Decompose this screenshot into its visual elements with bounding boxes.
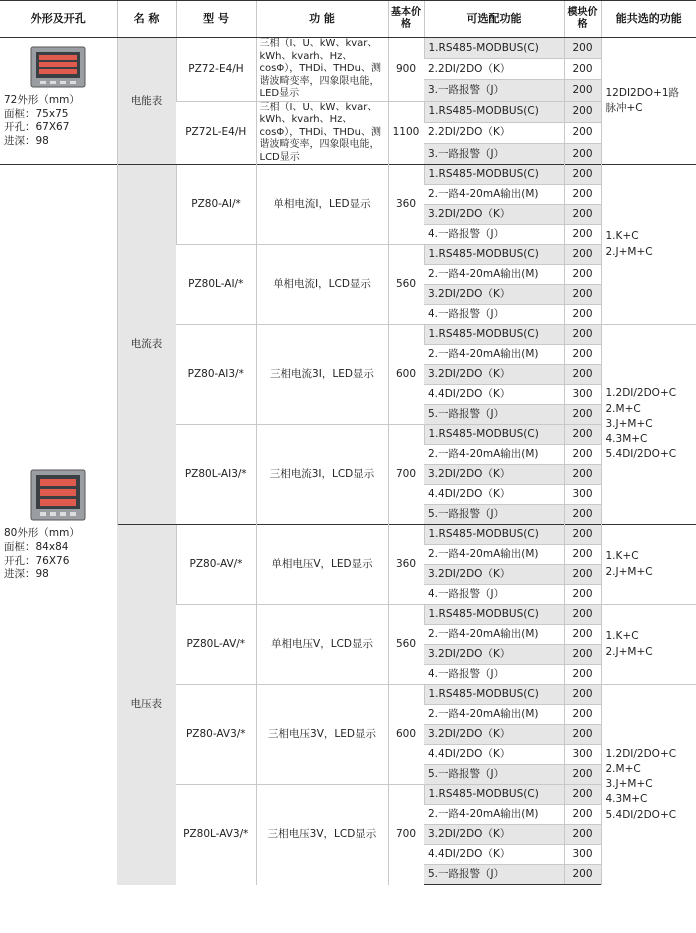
module-price-cell: 200 [564, 185, 601, 205]
combo-line: 1.K+C [605, 230, 639, 243]
combo-line: 5.4DI/2DO+C [605, 448, 677, 461]
model-cell: PZ80L-AV3/* [176, 785, 256, 885]
option-cell: 5.一路报警（J） [424, 865, 564, 885]
option-cell: 2.一路4-20mA输出(M) [424, 705, 564, 725]
option-cell: 4.一路报警（J） [424, 585, 564, 605]
option-cell: 1.RS485-MODBUS(C) [424, 325, 564, 345]
combo-line: 12DI2DO+1路 [605, 86, 680, 99]
combo-line: 4.3M+C [605, 793, 648, 806]
module-price-cell: 200 [564, 165, 601, 185]
option-cell: 3.2DI/2DO（K） [424, 365, 564, 385]
module-price-cell: 200 [564, 325, 601, 345]
header-combos: 能共选的功能 [601, 1, 696, 38]
option-cell: 3.2DI/2DO（K） [424, 565, 564, 585]
module-price-cell: 200 [564, 143, 601, 164]
header-base-price: 基本价格 [388, 1, 424, 38]
combo-line: 2.M+C [605, 762, 641, 775]
base-price-cell: 600 [388, 685, 424, 785]
module-price-cell: 300 [564, 385, 601, 405]
option-cell: 2.一路4-20mA输出(M) [424, 345, 564, 365]
module-price-cell: 300 [564, 745, 601, 765]
function-cell: 单相电流I，LED显示 [256, 165, 388, 245]
model-cell: PZ72L-E4/H [176, 101, 256, 165]
module-price-cell: 200 [564, 565, 601, 585]
model-cell: PZ80-AI/* [176, 165, 256, 245]
combo-line: 1.2DI/2DO+C [605, 387, 677, 400]
shape-80-line-1: 80外形（mm） [4, 527, 80, 540]
function-cell: 三相电压3V，LED显示 [256, 685, 388, 785]
shape-72-line-2: 面框：75x75 [4, 107, 69, 120]
combo-line: 1.K+C [605, 550, 639, 563]
header-shape: 外形及开孔 [0, 1, 117, 38]
combo-line: 4.3M+C [605, 433, 648, 446]
option-cell: 2.2DI/2DO（K） [424, 59, 564, 80]
header-function: 功 能 [256, 1, 388, 38]
shape-80-line-2: 面框：84x84 [4, 541, 69, 554]
option-cell: 4.4DI/2DO（K） [424, 745, 564, 765]
base-price-cell: 360 [388, 165, 424, 245]
option-cell: 3.2DI/2DO（K） [424, 645, 564, 665]
option-cell: 1.RS485-MODBUS(C) [424, 38, 564, 59]
module-price-cell: 200 [564, 525, 601, 545]
function-cell: 三相电流3I，LCD显示 [256, 425, 388, 525]
option-cell: 2.一路4-20mA输出(M) [424, 545, 564, 565]
module-price-cell: 300 [564, 485, 601, 505]
module-price-cell: 200 [564, 405, 601, 425]
module-price-cell: 200 [564, 665, 601, 685]
meter-72-image [28, 44, 88, 90]
meter-80-image [28, 467, 88, 523]
option-cell: 4.4DI/2DO（K） [424, 845, 564, 865]
module-price-cell: 200 [564, 265, 601, 285]
module-price-cell: 200 [564, 685, 601, 705]
option-cell: 3.2DI/2DO（K） [424, 285, 564, 305]
combo-cell [601, 165, 696, 325]
shape-80-line-4: 进深：98 [4, 568, 49, 581]
function-cell: 单相电压V，LCD显示 [256, 605, 388, 685]
shape-72-line-4: 进深：98 [4, 134, 49, 147]
module-price-cell: 200 [564, 625, 601, 645]
option-cell: 3.一路报警（J） [424, 80, 564, 101]
module-price-cell: 200 [564, 865, 601, 885]
shape-72-line-3: 开孔：67X67 [4, 121, 70, 134]
table-row [0, 165, 696, 185]
combo-line: 2.J+M+C [605, 565, 653, 578]
base-price-cell: 560 [388, 245, 424, 325]
module-price-cell: 200 [564, 305, 601, 325]
module-price-cell: 200 [564, 245, 601, 265]
model-cell: PZ80L-AI/* [176, 245, 256, 325]
model-cell: PZ72-E4/H [176, 38, 256, 102]
function-cell: 三相电流3I，LED显示 [256, 325, 388, 425]
option-cell: 2.2DI/2DO（K） [424, 122, 564, 143]
module-price-cell: 200 [564, 365, 601, 385]
category-current: 电流表 [117, 165, 176, 525]
option-cell: 1.RS485-MODBUS(C) [424, 425, 564, 445]
module-price-cell: 200 [564, 225, 601, 245]
option-cell: 3.2DI/2DO（K） [424, 205, 564, 225]
function-cell: 单相电压V，LED显示 [256, 525, 388, 605]
module-price-cell: 200 [564, 101, 601, 122]
option-cell: 3.2DI/2DO（K） [424, 825, 564, 845]
module-price-cell: 200 [564, 285, 601, 305]
shape-cell-80 [0, 165, 117, 885]
shape-72-line-1: 72外形（mm） [4, 94, 80, 106]
base-price-cell: 360 [388, 525, 424, 605]
shape-80-line-3: 开孔：76X76 [4, 554, 70, 567]
function-cell: 三相（I、U、kW、kvar、kWh、kvarh、Hz、cosΦ），THDi、THDu、测谐波畸变率，四象限电能，LED显示 [256, 38, 388, 102]
option-cell: 3.2DI/2DO（K） [424, 725, 564, 745]
module-price-cell: 200 [564, 725, 601, 745]
option-cell: 2.一路4-20mA输出(M) [424, 445, 564, 465]
module-price-cell: 200 [564, 38, 601, 59]
module-price-cell: 200 [564, 465, 601, 485]
module-price-cell: 200 [564, 785, 601, 805]
combo-cell [601, 605, 696, 685]
base-price-cell: 1100 [388, 101, 424, 165]
module-price-cell: 200 [564, 605, 601, 625]
function-cell: 三相（I、U、kW、kvar、kWh、kvarh、Hz、cosΦ），THDi、THDu、测谐波畸变率，四象限电能，LCD显示 [256, 101, 388, 165]
combo-line: 脉冲+C [605, 102, 643, 114]
combo-line: 2.M+C [605, 402, 641, 415]
combo-cell [601, 685, 696, 885]
category-voltage: 电压表 [117, 525, 176, 885]
option-cell: 5.一路报警（J） [424, 505, 564, 525]
category-energy: 电能表 [117, 38, 176, 165]
module-price-cell: 200 [564, 585, 601, 605]
base-price-cell: 600 [388, 325, 424, 425]
module-price-cell: 200 [564, 59, 601, 80]
module-price-cell: 200 [564, 765, 601, 785]
combo-line: 3.J+M+C [605, 417, 653, 430]
option-cell: 1.RS485-MODBUS(C) [424, 605, 564, 625]
module-price-cell: 200 [564, 645, 601, 665]
base-price-cell: 700 [388, 785, 424, 885]
option-cell: 3.2DI/2DO（K） [424, 465, 564, 485]
header-module-price: 模块价格 [564, 1, 601, 38]
module-price-cell: 200 [564, 205, 601, 225]
module-price-cell: 300 [564, 845, 601, 865]
combo-line: 1.2DI/2DO+C [605, 747, 677, 760]
option-cell: 5.一路报警（J） [424, 765, 564, 785]
option-cell: 2.一路4-20mA输出(M) [424, 265, 564, 285]
combo-line: 2.J+M+C [605, 645, 653, 658]
module-price-cell: 200 [564, 545, 601, 565]
option-cell: 2.一路4-20mA输出(M) [424, 625, 564, 645]
base-price-cell: 560 [388, 605, 424, 685]
table-row [0, 38, 696, 59]
option-cell: 2.一路4-20mA输出(M) [424, 805, 564, 825]
option-cell: 1.RS485-MODBUS(C) [424, 785, 564, 805]
option-cell: 1.RS485-MODBUS(C) [424, 685, 564, 705]
combo-line: 1.K+C [605, 630, 639, 643]
header-name: 名 称 [117, 1, 176, 38]
function-cell: 单相电流I，LCD显示 [256, 245, 388, 325]
option-cell: 2.一路4-20mA输出(M) [424, 185, 564, 205]
combo-line: 3.J+M+C [605, 778, 653, 791]
model-cell: PZ80-AV3/* [176, 685, 256, 785]
module-price-cell: 200 [564, 805, 601, 825]
base-price-cell: 900 [388, 38, 424, 102]
combo-cell [601, 38, 696, 165]
option-cell: 4.一路报警（J） [424, 305, 564, 325]
module-price-cell: 200 [564, 445, 601, 465]
option-cell: 1.RS485-MODBUS(C) [424, 245, 564, 265]
module-price-cell: 200 [564, 80, 601, 101]
model-cell: PZ80-AV/* [176, 525, 256, 605]
option-cell: 4.4DI/2DO（K） [424, 385, 564, 405]
combo-line: 2.J+M+C [605, 245, 653, 258]
header-options: 可选配功能 [424, 1, 564, 38]
option-cell: 5.一路报警（J） [424, 405, 564, 425]
combo-cell [601, 325, 696, 525]
option-cell: 4.一路报警（J） [424, 225, 564, 245]
option-cell: 1.RS485-MODBUS(C) [424, 101, 564, 122]
module-price-cell: 200 [564, 425, 601, 445]
module-price-cell: 200 [564, 705, 601, 725]
model-cell: PZ80L-AV/* [176, 605, 256, 685]
option-cell: 4.一路报警（J） [424, 665, 564, 685]
header-row [0, 1, 696, 38]
module-price-cell: 200 [564, 505, 601, 525]
option-cell: 1.RS485-MODBUS(C) [424, 165, 564, 185]
model-cell: PZ80L-AI3/* [176, 425, 256, 525]
option-cell: 1.RS485-MODBUS(C) [424, 525, 564, 545]
module-price-cell: 200 [564, 345, 601, 365]
module-price-cell: 200 [564, 122, 601, 143]
option-cell: 4.4DI/2DO（K） [424, 485, 564, 505]
base-price-cell: 700 [388, 425, 424, 525]
function-cell: 三相电压3V，LCD显示 [256, 785, 388, 885]
header-model: 型 号 [176, 1, 256, 38]
combo-cell [601, 525, 696, 605]
shape-cell-72 [0, 38, 117, 165]
option-cell: 3.一路报警（J） [424, 143, 564, 164]
module-price-cell: 200 [564, 825, 601, 845]
model-cell: PZ80-AI3/* [176, 325, 256, 425]
combo-line: 5.4DI/2DO+C [605, 808, 677, 821]
